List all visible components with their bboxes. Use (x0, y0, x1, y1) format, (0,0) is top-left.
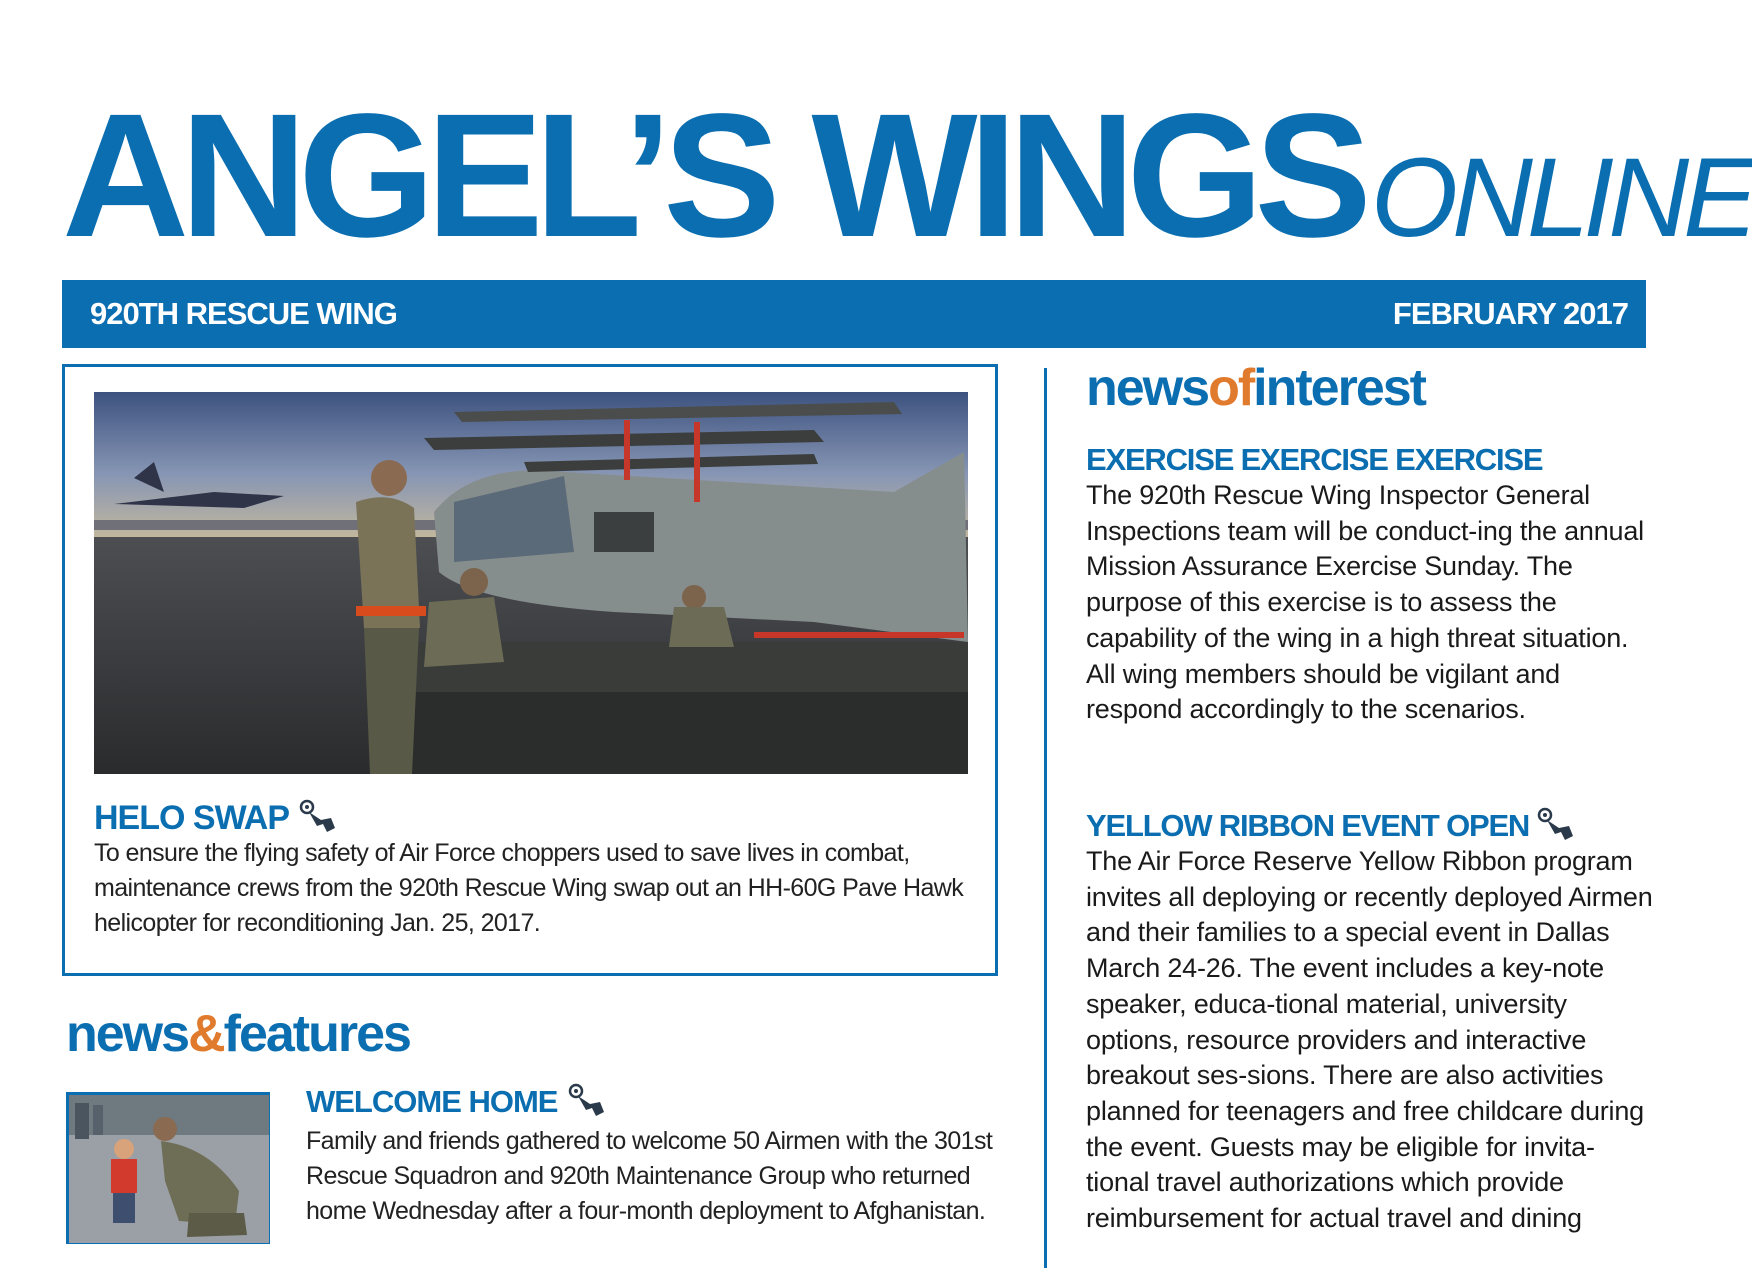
news-features-title (66, 1004, 410, 1064)
issue-date: FEBRUARY 2017 (1392, 296, 1628, 331)
column-divider (1044, 368, 1047, 1268)
issue-band (62, 280, 1646, 348)
news-features-title-b: features (223, 1005, 410, 1063)
news-features-title-amp: & (188, 1005, 224, 1063)
masthead (62, 78, 1752, 274)
welcome-home-photo-illustration (69, 1095, 269, 1243)
news-of-interest-title (1086, 358, 1425, 418)
welcome-home-headline[interactable] (306, 1082, 610, 1126)
exercise-headline-text: EXERCISE EXERCISE EXERCISE (1086, 442, 1543, 477)
welcome-home-headline-text[interactable]: WELCOME HOME (306, 1084, 558, 1120)
news-of-interest-title-a: news (1086, 359, 1209, 417)
masthead-suffix: ONLINE (1370, 135, 1752, 260)
news-features-title-a: news (66, 1005, 189, 1063)
yellow-ribbon-body: The Air Force Reserve Yellow Ribbon program invites all deploying or recently deployed Airmen and their families to a special event in Dallas March 24-26. The event includes a key-note speaker, educa-tional material, university options, resource providers and interactive breakout ses-sions. There are also activities planned for teenagers and free childcare during the event. Guests may be eligible for invita-tional travel authorizations which provide reimbursement for actual travel and dining (1086, 846, 1653, 1234)
feature-photo-helicopter[interactable] (94, 392, 968, 774)
news-of-interest-title-b: interest (1253, 359, 1425, 417)
welcome-home-thumbnail[interactable] (66, 1092, 270, 1244)
yellow-ribbon-headline-text[interactable]: YELLOW RIBBON EVENT OPEN (1086, 808, 1530, 844)
news-of-interest-title-of: of (1208, 359, 1254, 417)
welcome-home-body: Family and friends gathered to welcome 50 Airmen with the 301st Rescue Squadron and 920th Maintenance Group who returned home Wednesday after a four-month deployment to Afghanistan. (306, 1127, 993, 1225)
exercise-body: The 920th Rescue Wing Inspector General Inspections team will be conduct-ing the annual Mission Assurance Exercise Sunday. The purpose of this exercise is to assess the capability of the wing in a high threat situation. All wing members should be vigilant and respond accordingly to the scenarios. (1086, 480, 1644, 725)
tap-link-icon[interactable] (566, 1082, 610, 1126)
helicopter-photo-illustration (94, 392, 968, 774)
feature-body: To ensure the flying safety of Air Force choppers used to save lives in combat, maintenance crews from the 920th Rescue Wing swap out an HH-60G Pave Hawk helicopter for reconditioning Jan. 25, 2017. (94, 839, 964, 937)
unit-name: 920TH RESCUE WING (90, 296, 397, 331)
exercise-headline (1086, 440, 1542, 480)
masthead-title: ANGEL’S WINGS (62, 78, 1363, 274)
feature-headline-text[interactable]: HELO SWAP (94, 799, 290, 837)
